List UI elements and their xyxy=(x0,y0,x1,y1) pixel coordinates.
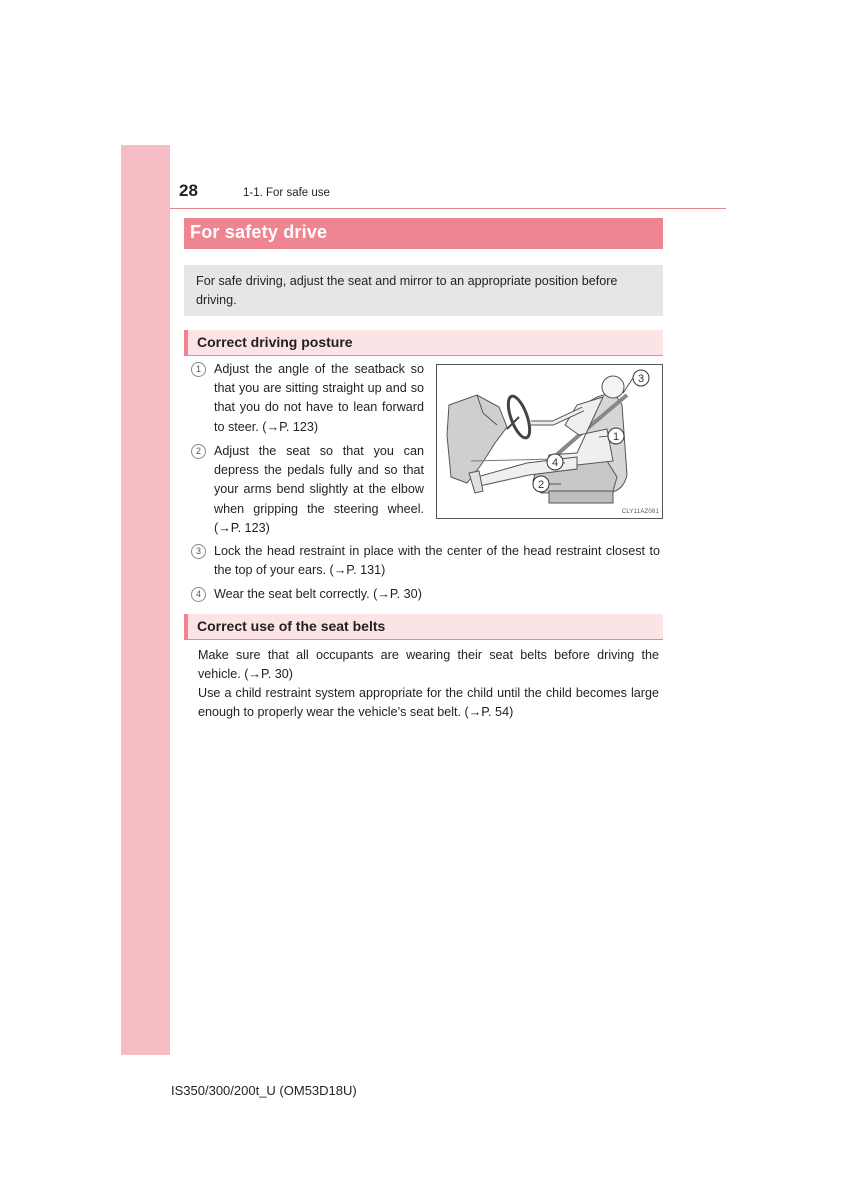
figure-code: CLY11AZ081 xyxy=(621,509,659,515)
callout-2-label: 2 xyxy=(537,479,545,491)
page-title: For safety drive xyxy=(190,222,328,242)
paragraph: Make sure that all occupants are wearing their seat belts before driving the vehicle. (→P. 30) xyxy=(198,648,659,682)
list-item-text: Adjust the seat so that you can depress the pedals fully and so that your arms bend slightly at the elbow when gripping the steering wheel. (→P. 123) xyxy=(214,444,424,535)
paragraph: Use a child restraint system appropriate for the child until the child becomes large enough to properly wear the vehicle’s seat belt. (→P. 54) xyxy=(198,686,659,720)
list-item xyxy=(195,360,424,437)
circled-number: 1 xyxy=(191,362,206,377)
callout-3-label: 3 xyxy=(637,373,645,385)
list-item xyxy=(195,442,424,538)
list-item xyxy=(195,542,660,580)
circled-number: 2 xyxy=(191,444,206,459)
circled-number: 4 xyxy=(191,587,206,602)
list-item-text: Adjust the angle of the seatback so that you are sitting straight up and so that you do not have to lean forward to steer. (→P. 123) xyxy=(214,362,424,434)
subheading-text: Correct driving posture xyxy=(197,334,353,350)
intro-box: For safe driving, adjust the seat and mirror to an appropriate position before driving. xyxy=(184,265,663,316)
subheading-text: Correct use of the seat belts xyxy=(197,618,386,634)
callout-4-label: 4 xyxy=(551,457,559,469)
footer-model-code: IS350/300/200t_U (OM53D18U) xyxy=(171,1083,357,1098)
list-item-text: Wear the seat belt correctly. (→P. 30) xyxy=(214,587,422,601)
subheading-seat-belts xyxy=(184,614,663,640)
figure-callouts xyxy=(437,365,664,520)
circled-number: 3 xyxy=(191,544,206,559)
section-reference: 1-1. For safe use xyxy=(243,187,330,199)
list-item-text: Lock the head restraint in place with the center of the head restraint closest to the top of your ears. (→P. 131) xyxy=(214,544,660,578)
side-tab xyxy=(121,145,170,1055)
title-bar xyxy=(184,218,663,249)
list-item xyxy=(195,585,660,604)
subheading-driving-posture xyxy=(184,330,663,356)
driving-posture-illustration xyxy=(436,364,663,519)
page-number: 28 xyxy=(179,181,198,200)
page-header xyxy=(170,178,726,209)
callout-1-label: 1 xyxy=(612,431,620,443)
